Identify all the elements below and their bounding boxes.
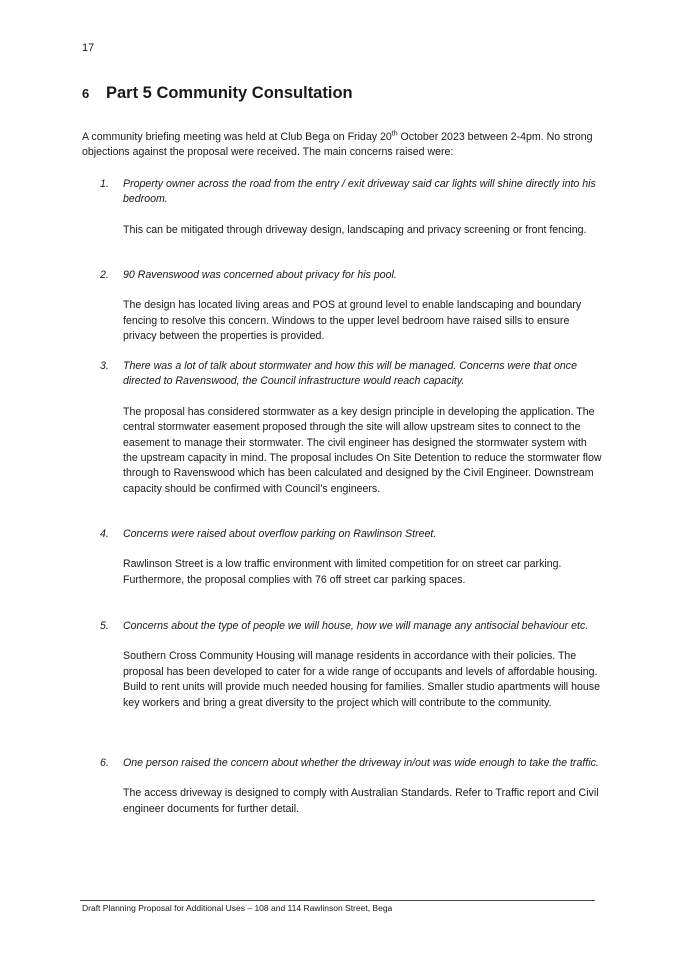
list-item-response: The access driveway is designed to comply with Australian Standards. Refer to Traffic report and Civil engineer documents for further detail. — [123, 787, 599, 815]
page-footer: Draft Planning Proposal for Additional Uses – 108 and 114 Rawlinson Street, Bega — [82, 903, 393, 913]
list-item-concern: Property owner across the road from the entry / exit driveway said car lights will shine directly into his bedroom. — [123, 178, 596, 206]
list-item-concern: There was a lot of talk about stormwater and how this will be managed. Concerns were that once directed to Ravenswood, the Council infrastructure would reach capacity. — [123, 360, 578, 388]
list-item — [82, 177, 602, 238]
list-item-concern: 90 Ravenswood was concerned about privacy for his pool. — [123, 269, 397, 281]
list-item-number: 2. — [100, 269, 109, 281]
section-heading — [82, 82, 353, 105]
list-item-concern: Concerns were raised about overflow parking on Rawlinson Street. — [123, 528, 437, 540]
list-item — [82, 756, 602, 817]
list-item-response: Rawlinson Street is a low traffic environment with limited competition for on street car parking. Furthermore, the proposal complies with 76 off street car parking spaces. — [123, 558, 562, 586]
list-item-number: 5. — [100, 620, 109, 632]
list-item-number: 4. — [100, 528, 109, 540]
list-item — [82, 268, 602, 345]
intro-paragraph — [82, 130, 602, 161]
list-item-concern: One person raised the concern about whether the driveway in/out was wide enough to take the traffic. — [123, 757, 599, 769]
list-item-number: 6. — [100, 757, 109, 769]
page-number: 17 — [82, 42, 95, 54]
intro-text-start: A community briefing meeting was held at Club Bega on Friday 20 — [82, 131, 392, 143]
list-item-response: The proposal has considered stormwater as a key design principle in developing the application. The central stormwater easement proposed through the site will allow upstream sites to connect to the easement to manage their stormwater. The civil engineer has designed the stormwater system with the upstream capacity in mind. The proposal includes On Site Detention to reduce the stormwater flow through to Ravenswood which has been calculated and designed by the Civil Engineer. Downstream capacity should be confirmed with Council’s engineers. — [123, 405, 602, 495]
list-item-response: Southern Cross Community Housing will manage residents in accordance with their policies. The proposal has been developed to cater for a wide range of occupants and levels of affordable housing. Build to rent units will provide much needed housing for families. Smaller studio apartments will house key workers and bring a great diversity to the project which will contribute to the community. — [123, 650, 600, 709]
list-item — [82, 359, 602, 497]
list-item — [82, 527, 602, 588]
list-item-number: 1. — [100, 178, 109, 190]
list-item-concern: Concerns about the type of people we will house, how we will manage any antisocial behaviour etc. — [123, 620, 589, 632]
section-number: 6 — [82, 86, 90, 101]
list-item-number: 3. — [100, 360, 109, 372]
list-item-response: The design has located living areas and POS at ground level to enable landscaping and boundary fencing to resolve this concern. Windows to the upper level bedroom have raised sills to ensure privacy between the properties is provided. — [123, 299, 582, 343]
intro-superscript: th — [391, 130, 398, 138]
footer-divider — [80, 900, 595, 901]
section-title: Part 5 Community Consultation — [106, 84, 353, 102]
intro-text-end: October 2023 between 2-4pm. No strong objections against the proposal were received. The main concerns raised were: — [82, 131, 593, 159]
list-item — [82, 619, 602, 711]
list-item-response: This can be mitigated through driveway design, landscaping and privacy screening or front fencing. — [123, 223, 587, 236]
